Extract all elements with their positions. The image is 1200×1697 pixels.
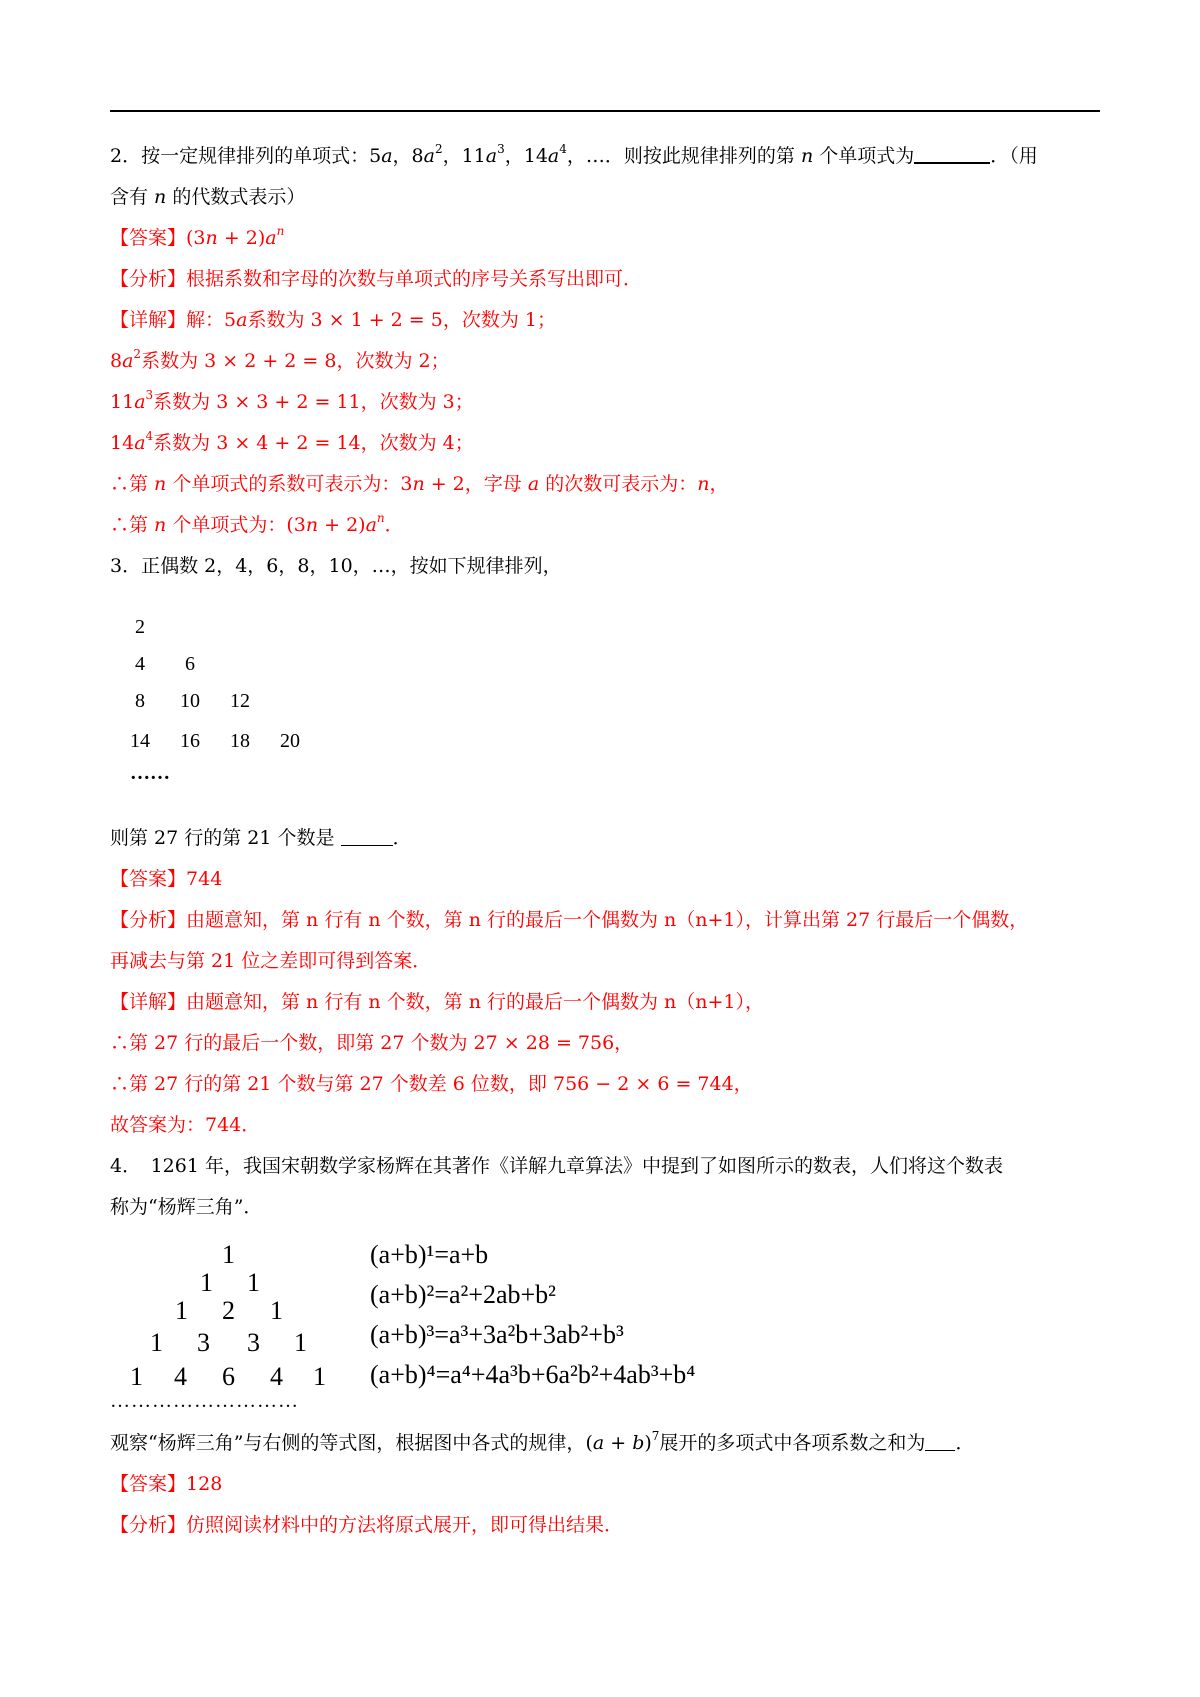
q2-answer-blank	[914, 144, 990, 164]
q2-analysis: 【分析】根据系数和字母的次数与单项式的序号关系写出即可．	[110, 268, 643, 290]
triangle-number: 8	[135, 690, 145, 712]
q4-answer-blank	[925, 1432, 955, 1451]
q3-answer: 【答案】744	[110, 868, 223, 890]
header-rule	[110, 110, 1100, 112]
triangle-number: 20	[280, 730, 300, 752]
triangle-number: 1	[294, 1328, 307, 1357]
q2-answer: 【答案】$(3n + 2)a^n$	[110, 224, 285, 249]
q3-analysis-line2: 再减去与第 21 位之差即可得到答案．	[110, 950, 432, 972]
q2-detail-line1: 【详解】解：5a系数为 3 × 1 + 2 = 5，次数为 1；	[110, 309, 556, 331]
q3-question: 则第 27 行的第 21 个数是 ．	[110, 827, 412, 849]
binomial-equation-4: (a+b)⁴=a⁴+4a³b+6a²b²+4ab³+b⁴	[370, 1360, 696, 1389]
q2-stem-line2: 含有 n 的代数式表示）	[110, 186, 306, 208]
triangle-number: 1	[200, 1268, 213, 1297]
triangle-number: 4	[270, 1362, 283, 1391]
q4-stem-line2: 称为“杨辉三角”．	[110, 1196, 263, 1218]
triangle-number: 14	[130, 730, 150, 752]
q4-stem-line1: 4． 1261 年，我国宋朝数学家杨辉在其著作《详解九章算法》中提到了如图所示的数表，人们将这个数表	[110, 1155, 1003, 1177]
triangle-number: 1	[313, 1362, 326, 1391]
q3-detail-line3: ∴第 27 行的第 21 个数与第 27 个数差 6 位数，即 756 − 2 × 6 = 744，	[110, 1073, 753, 1095]
binomial-equation-1: (a+b)¹=a+b	[370, 1240, 489, 1269]
triangle-number: 1	[175, 1296, 188, 1325]
triangle-number: 3	[197, 1328, 210, 1357]
triangle-number: 6	[185, 653, 195, 675]
triangle-dots: ………………………	[110, 1390, 299, 1412]
q2-detail-line2: $8a^2$系数为 3 × 2 + 2 = 8，次数为 2；	[110, 347, 450, 372]
q2-detail-line6: ∴第 n 个单项式为：$(3n + 2)a^n$．	[110, 511, 404, 536]
triangle-number: 18	[230, 730, 250, 752]
triangle-number: 1	[247, 1268, 260, 1297]
q2-stem-line1: 2．按一定规律排列的单项式：5a，$8a^2$，$11a^3$，$14a^4$，…．则按此规律排列的第 n 个单项式为 ．（用	[110, 142, 1038, 167]
q3-detail-line2: ∴第 27 行的最后一个数，即第 27 个数为 27 × 28 = 756，	[110, 1032, 634, 1054]
triangle-ellipsis: ……	[130, 762, 170, 784]
q2-detail-line5: ∴第 n 个单项式的系数可表示为：3n + 2，字母 a 的次数可表示为：n，	[110, 473, 729, 495]
triangle-number: 2	[222, 1296, 235, 1325]
q4-answer: 【答案】128	[110, 1473, 223, 1495]
triangle-number: 1	[222, 1240, 235, 1269]
q4-question: 观察“杨辉三角”与右侧的等式图，根据图中各式的规律，$(a + b)^7$展开的多项式中各项系数之和为 ．	[110, 1429, 975, 1454]
q3-answer-blank	[341, 827, 393, 846]
q3-detail-line4: 故答案为：744．	[110, 1114, 261, 1136]
triangle-number: 6	[222, 1362, 235, 1391]
q3-detail-line1: 【详解】由题意知，第 n 行有 n 个数，第 n 行的最后一个偶数为 n（n+1），	[110, 991, 764, 1013]
q3-analysis-line1: 【分析】由题意知，第 n 行有 n 个数，第 n 行的最后一个偶数为 n（n+1），计算出第 27 行最后一个偶数，	[110, 909, 1029, 931]
binomial-equation-3: (a+b)³=a³+3a²b+3ab²+b³	[370, 1320, 624, 1349]
even-number-triangle	[120, 610, 350, 800]
triangle-number: 1	[130, 1362, 143, 1391]
binomial-equation-2: (a+b)²=a²+2ab+b²	[370, 1280, 556, 1309]
triangle-number: 12	[230, 690, 250, 712]
yanghui-triangle-figure	[110, 1240, 810, 1410]
triangle-number: 4	[174, 1362, 187, 1391]
triangle-number: 2	[135, 616, 145, 638]
triangle-number: 10	[180, 690, 200, 712]
triangle-number: 3	[247, 1328, 260, 1357]
q2-detail-line3: $11a^3$系数为 3 × 3 + 2 = 11，次数为 3；	[110, 388, 474, 413]
q3-stem: 3．正偶数 2，4，6，8，10，…，按如下规律排列，	[110, 555, 562, 577]
q4-analysis: 【分析】仿照阅读材料中的方法将原式展开，即可得出结果．	[110, 1514, 624, 1536]
triangle-number: 4	[135, 653, 145, 675]
triangle-number: 1	[270, 1296, 283, 1325]
q2-detail-line4: $14a^4$系数为 3 × 4 + 2 = 14，次数为 4；	[110, 429, 474, 454]
triangle-number: 1	[150, 1328, 163, 1357]
triangle-number: 16	[180, 730, 200, 752]
